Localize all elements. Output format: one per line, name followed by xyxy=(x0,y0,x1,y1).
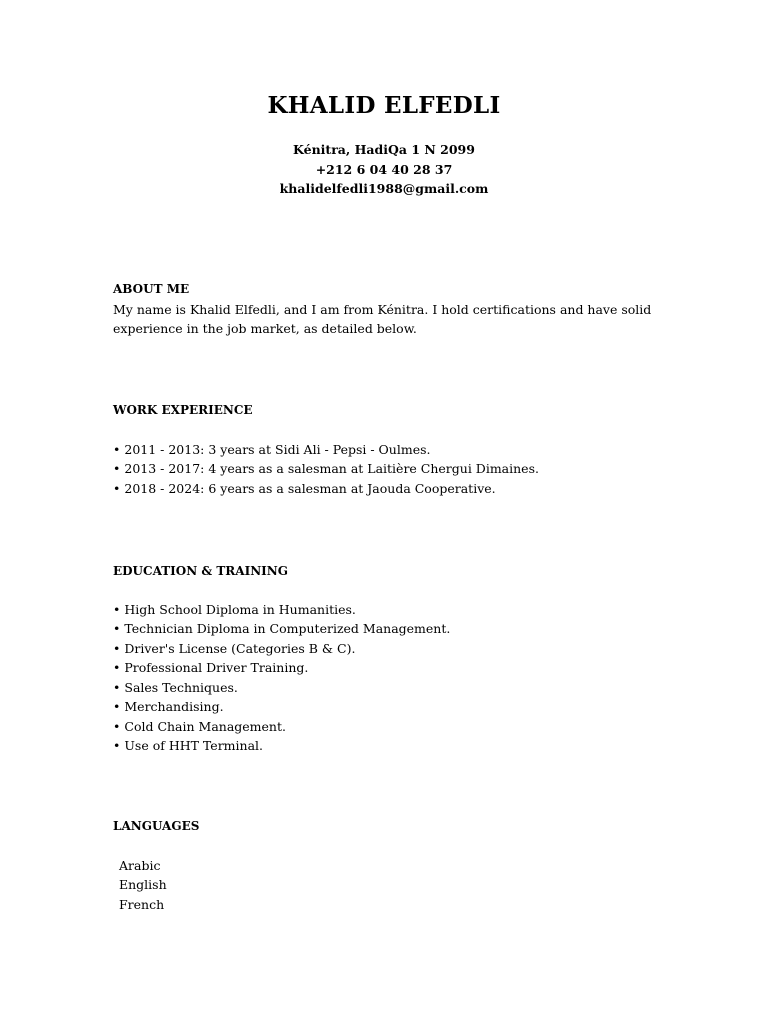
list-item xyxy=(113,479,653,499)
work-item-text: 2011 - 2013: 3 years at Sidi Ali - Pepsi - Oulmes. xyxy=(124,441,431,457)
work-item-text: 2018 - 2024: 6 years as a salesman at Jaouda Cooperative. xyxy=(124,480,496,496)
bullet-mark: • xyxy=(113,640,121,656)
languages-heading: LANGUAGES xyxy=(113,819,200,833)
list-item xyxy=(113,600,653,620)
list-item xyxy=(113,639,653,659)
education-item-text: Use of HHT Terminal. xyxy=(124,738,263,753)
work-heading: WORK EXPERIENCE xyxy=(113,403,253,417)
education-item-text: Merchandising. xyxy=(124,699,224,714)
bullet-mark: • xyxy=(113,718,121,734)
list-item xyxy=(113,697,653,717)
list-item xyxy=(113,619,653,639)
bullet-mark: • xyxy=(113,679,121,695)
education-item-text: High School Diploma in Humanities. xyxy=(124,601,356,617)
address: Kénitra, HadiQa 1 N 2099 xyxy=(293,142,475,157)
about-section xyxy=(113,280,653,339)
bullet-mark: • xyxy=(113,461,121,476)
work-section xyxy=(113,401,653,498)
languages-section xyxy=(113,817,653,914)
education-heading: EDUCATION & TRAINING xyxy=(113,564,289,578)
bullet-mark: • xyxy=(113,699,121,714)
education-item-text: Cold Chain Management. xyxy=(124,718,286,734)
languages-list xyxy=(113,856,653,915)
education-list xyxy=(113,600,653,756)
education-item-text: Sales Techniques. xyxy=(124,679,238,695)
work-item-text: 2013 - 2017: 4 years as a salesman at Laitière Chergui Dimaines. xyxy=(124,461,539,476)
list-item xyxy=(113,658,653,678)
list-item xyxy=(113,736,653,756)
education-item-text: Driver's License (Categories B & C). xyxy=(124,640,356,656)
education-item-text: Professional Driver Training. xyxy=(124,660,309,675)
list-item xyxy=(113,717,653,737)
education-item-text: Technician Diploma in Computerized Management. xyxy=(124,621,451,636)
contact-block xyxy=(0,140,768,199)
work-list xyxy=(113,440,653,499)
phone-number: +212 6 04 40 28 37 xyxy=(315,161,453,177)
bullet-mark: • xyxy=(113,441,121,457)
bullet-mark: • xyxy=(113,738,121,753)
language-item: Arabic xyxy=(119,857,161,873)
list-item xyxy=(113,678,653,698)
list-item xyxy=(113,459,653,479)
list-item xyxy=(113,440,653,460)
bullet-mark: • xyxy=(113,480,121,496)
bullet-mark: • xyxy=(113,601,121,617)
email-address: khalidelfedli1988@gmail.com xyxy=(279,181,489,196)
candidate-name: KHALID ELFEDLI xyxy=(267,92,501,119)
language-item: French xyxy=(119,896,165,912)
bullet-mark: • xyxy=(113,660,121,675)
language-item: English xyxy=(119,877,167,892)
education-section xyxy=(113,562,653,756)
bullet-mark: • xyxy=(113,621,121,636)
about-heading: ABOUT ME xyxy=(113,282,190,296)
about-text: My name is Khalid Elfedli, and I am from Kénitra. I hold certifications and have solid experience in the job market, as detailed below. xyxy=(113,301,652,336)
